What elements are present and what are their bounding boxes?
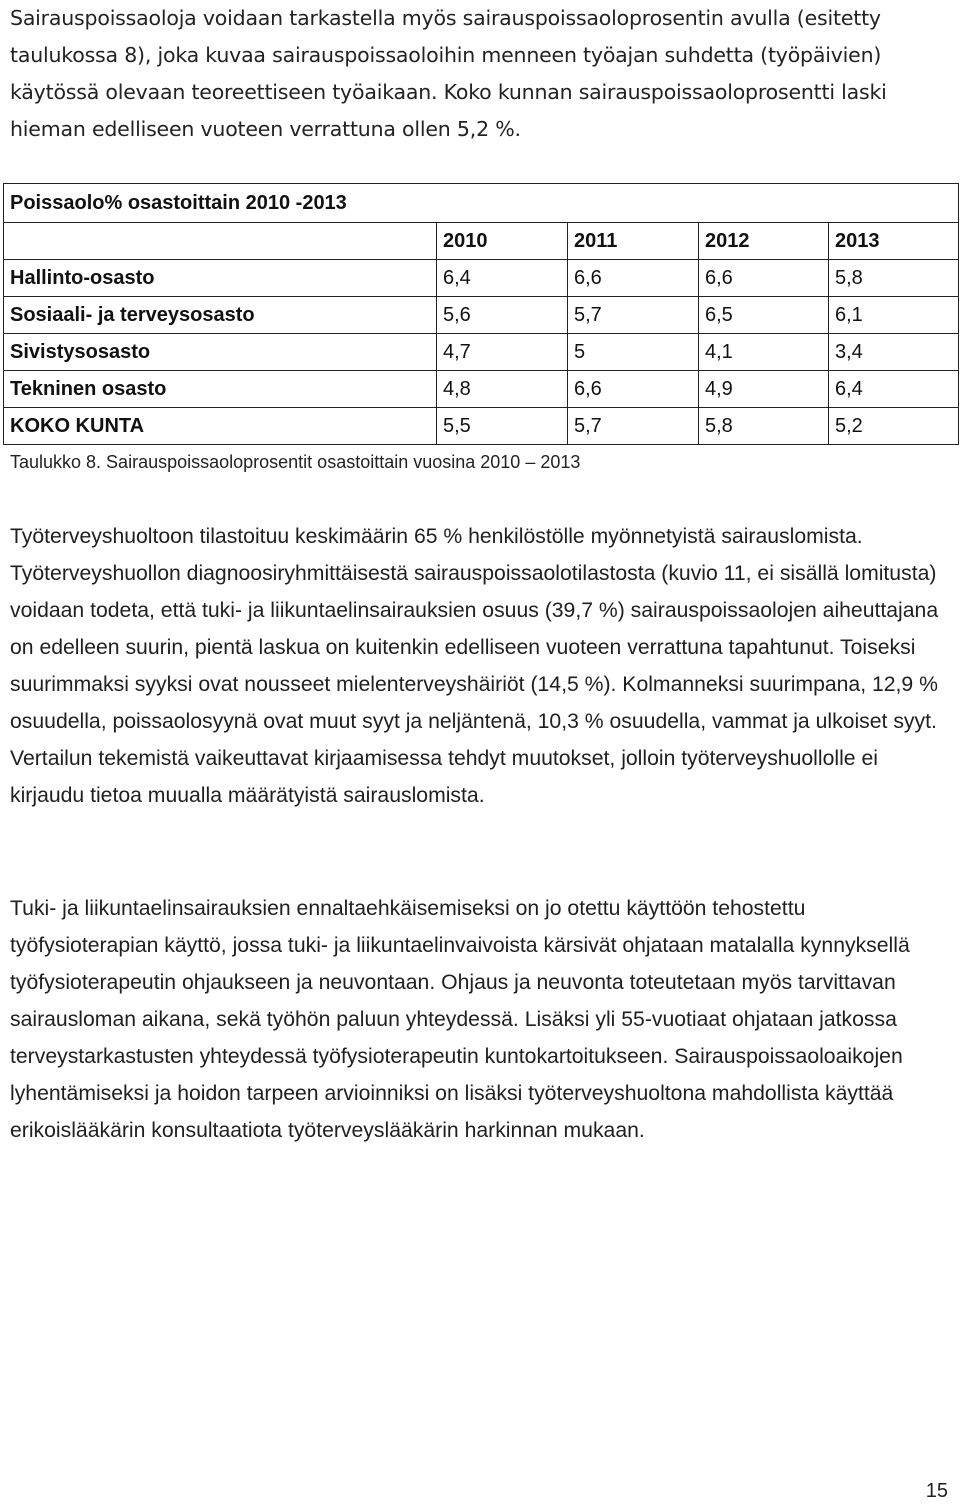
table-cell: 3,4 — [829, 334, 959, 371]
table-row — [4, 297, 959, 334]
row-label: Hallinto-osasto — [4, 260, 437, 297]
row-label: Sivistysosasto — [4, 334, 437, 371]
table-row — [4, 260, 959, 297]
table-title: Poissaolo% osastoittain 2010 -2013 — [4, 184, 959, 223]
table-cell: 5,8 — [829, 260, 959, 297]
year-header: 2013 — [829, 223, 959, 260]
table-cell: 5,7 — [568, 408, 699, 445]
table-cell: 6,4 — [829, 371, 959, 408]
table-row — [4, 371, 959, 408]
table-cell: 5,5 — [437, 408, 568, 445]
table-cell: 6,6 — [699, 260, 829, 297]
table-title-row — [4, 184, 959, 223]
table-cell: 6,4 — [437, 260, 568, 297]
row-label: KOKO KUNTA — [4, 408, 437, 445]
absence-table-container — [3, 183, 958, 445]
year-header: 2012 — [699, 223, 829, 260]
table-cell: 4,1 — [699, 334, 829, 371]
table-cell: 6,1 — [829, 297, 959, 334]
body-paragraph: Työterveyshuoltoon tilastoituu keskimäärin 65 % henkilöstölle myönnetyistä sairauslomista. Työterveyshuollon diagnoosiryhmittäisestä sairauspoissaolotilastosta (kuvio 11, ei sisällä lomitusta) voidaan todeta, että tuki- ja liikuntaelinsairauksien osuus (39,7 %) sairauspoissaolojen aiheuttajana on edelleen suurin, pientä laskua on kuitenkin edelliseen vuoteen verrattuna tapahtunut. Toiseksi suurimmaksi syyksi ovat nousseet mielenterveyshäiriöt (14,5 %). Kolmanneksi suurimpana, 12,9 % osuudella, poissaolosyynä ovat muut syyt ja neljäntenä, 10,3 % osuudella, vammat ja ulkoiset syyt. Vertailun tekemistä vaikeuttavat kirjaamisessa tehdyt muutokset, jolloin työterveyshuollolle ei kirjaudu tietoa muualla määrätyistä sairauslomista. — [10, 525, 939, 807]
table-row — [4, 408, 959, 445]
table-cell: 4,7 — [437, 334, 568, 371]
table-cell: 4,9 — [699, 371, 829, 408]
table-cell: 5,7 — [568, 297, 699, 334]
table-cell: 4,8 — [437, 371, 568, 408]
row-label: Tekninen osasto — [4, 371, 437, 408]
table-caption: Taulukko 8. Sairauspoissaoloprosentit osastoittain vuosina 2010 – 2013 — [10, 452, 581, 472]
body-paragraph: Tuki- ja liikuntaelinsairauksien ennaltaehkäisemiseksi on jo otettu käyttöön tehostettu työfysioterapian käyttö, jossa tuki- ja liikuntaelinvaivoista kärsivät ohjataan matalalla kynnyksellä työfysioterapeutin ohjaukseen ja neuvontaan. Ohjaus ja neuvonta toteutetaan myös tarvittavan sairausloman aikana, sekä työhön paluun yhteydessä. Lisäksi yli 55-vuotiaat ohjataan jatkossa terveystarkastusten yhteydessä työfysioterapeutin kuntokartoitukseen. Sairauspoissaoloaikojen lyhentämiseksi ja hoidon tarpeen arvioinniksi on lisäksi työterveyshuoltona mahdollista käyttää erikoislääkärin konsultaatiota työterveyslääkärin harkinnan mukaan. — [10, 897, 910, 1142]
table-cell: 6,6 — [568, 371, 699, 408]
intro-paragraph: Sairauspoissaoloja voidaan tarkastella myös sairauspoissaoloprosentin avulla (esitetty taulukossa 8), joka kuvaa sairauspoissaoloihin menneen työajan suhdetta (työpäivien) käytössä olevaan teoreettiseen työaikaan. Koko kunnan sairauspoissaoloprosentti laski hieman edelliseen vuoteen verrattuna ollen 5,2 %. — [10, 6, 887, 141]
table-cell: 6,5 — [699, 297, 829, 334]
year-header: 2011 — [568, 223, 699, 260]
table-cell: 5 — [568, 334, 699, 371]
page-number: 15 — [925, 1480, 948, 1502]
table-row — [4, 334, 959, 371]
table-cell: 6,6 — [568, 260, 699, 297]
table-cell: 5,8 — [699, 408, 829, 445]
row-label: Sosiaali- ja terveysosasto — [4, 297, 437, 334]
table-header-row — [4, 223, 959, 260]
absence-table — [3, 183, 959, 445]
header-empty-cell — [4, 223, 437, 260]
table-cell: 5,6 — [437, 297, 568, 334]
year-header: 2010 — [437, 223, 568, 260]
table-cell: 5,2 — [829, 408, 959, 445]
